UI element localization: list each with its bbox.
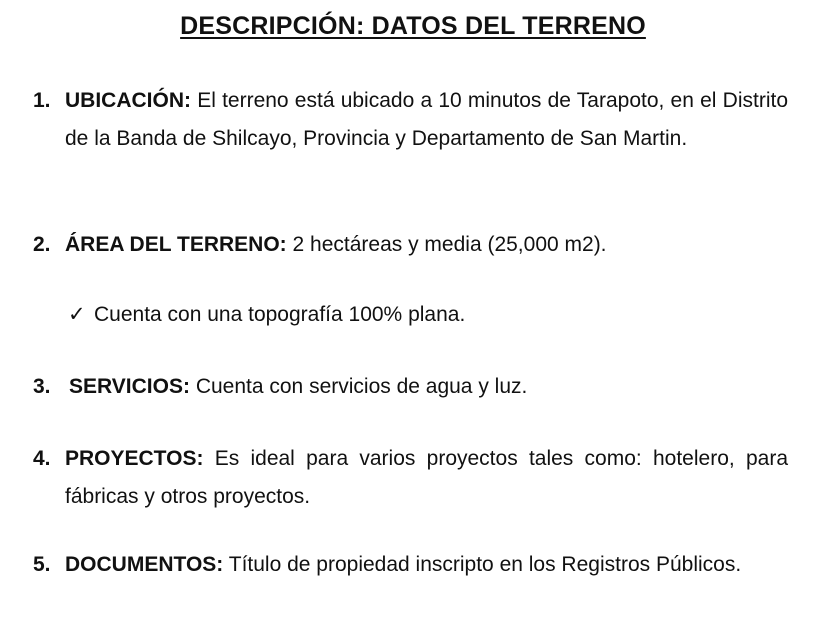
item-number: 1. [33, 89, 51, 112]
item-label: PROYECTOS: [65, 447, 204, 470]
item-body [65, 440, 788, 516]
list-item-documentos [33, 546, 788, 584]
checkmark-icon: ✓ [68, 303, 86, 326]
item-body [65, 82, 788, 158]
item-body [69, 368, 788, 406]
item-number: 2. [33, 233, 51, 256]
item-number: 4. [33, 447, 51, 470]
item-number: 3. [33, 375, 51, 398]
item-label: UBICACIÓN: [65, 89, 191, 112]
item-text: El terreno está ubicado a 10 minutos de Tarapoto, en el Distrito de la Banda de Shilcayo, Provincia y Departamento de San Martin. [65, 89, 788, 150]
item-text: Es ideal para varios proyectos tales como: hotelero, para fábricas y otros proyectos. [65, 447, 788, 508]
document-title-text: DESCRIPCIÓN: DATOS DEL TERRENO [180, 12, 646, 40]
list-item-servicios [33, 368, 788, 406]
item-label: SERVICIOS: [69, 375, 190, 398]
item-text: Cuenta con servicios de agua y luz. [189, 375, 528, 398]
list-item-ubicacion [33, 82, 788, 158]
item-number: 5. [33, 553, 51, 576]
item-label: ÁREA DEL TERRENO: [65, 233, 287, 256]
document-title [0, 12, 840, 41]
item-body [65, 546, 788, 584]
sub-item-topografia [68, 300, 465, 330]
item-text: 2 hectáreas y media (25,000 m2). [286, 233, 607, 256]
item-text: Título de propiedad inscripto en los Registros Públicos. [223, 553, 742, 576]
list-item-area [33, 226, 788, 264]
sub-item-text: Cuenta con una topografía 100% plana. [94, 303, 466, 326]
item-body [65, 226, 788, 264]
list-item-proyectos [33, 440, 788, 516]
item-label: DOCUMENTOS: [65, 553, 224, 576]
